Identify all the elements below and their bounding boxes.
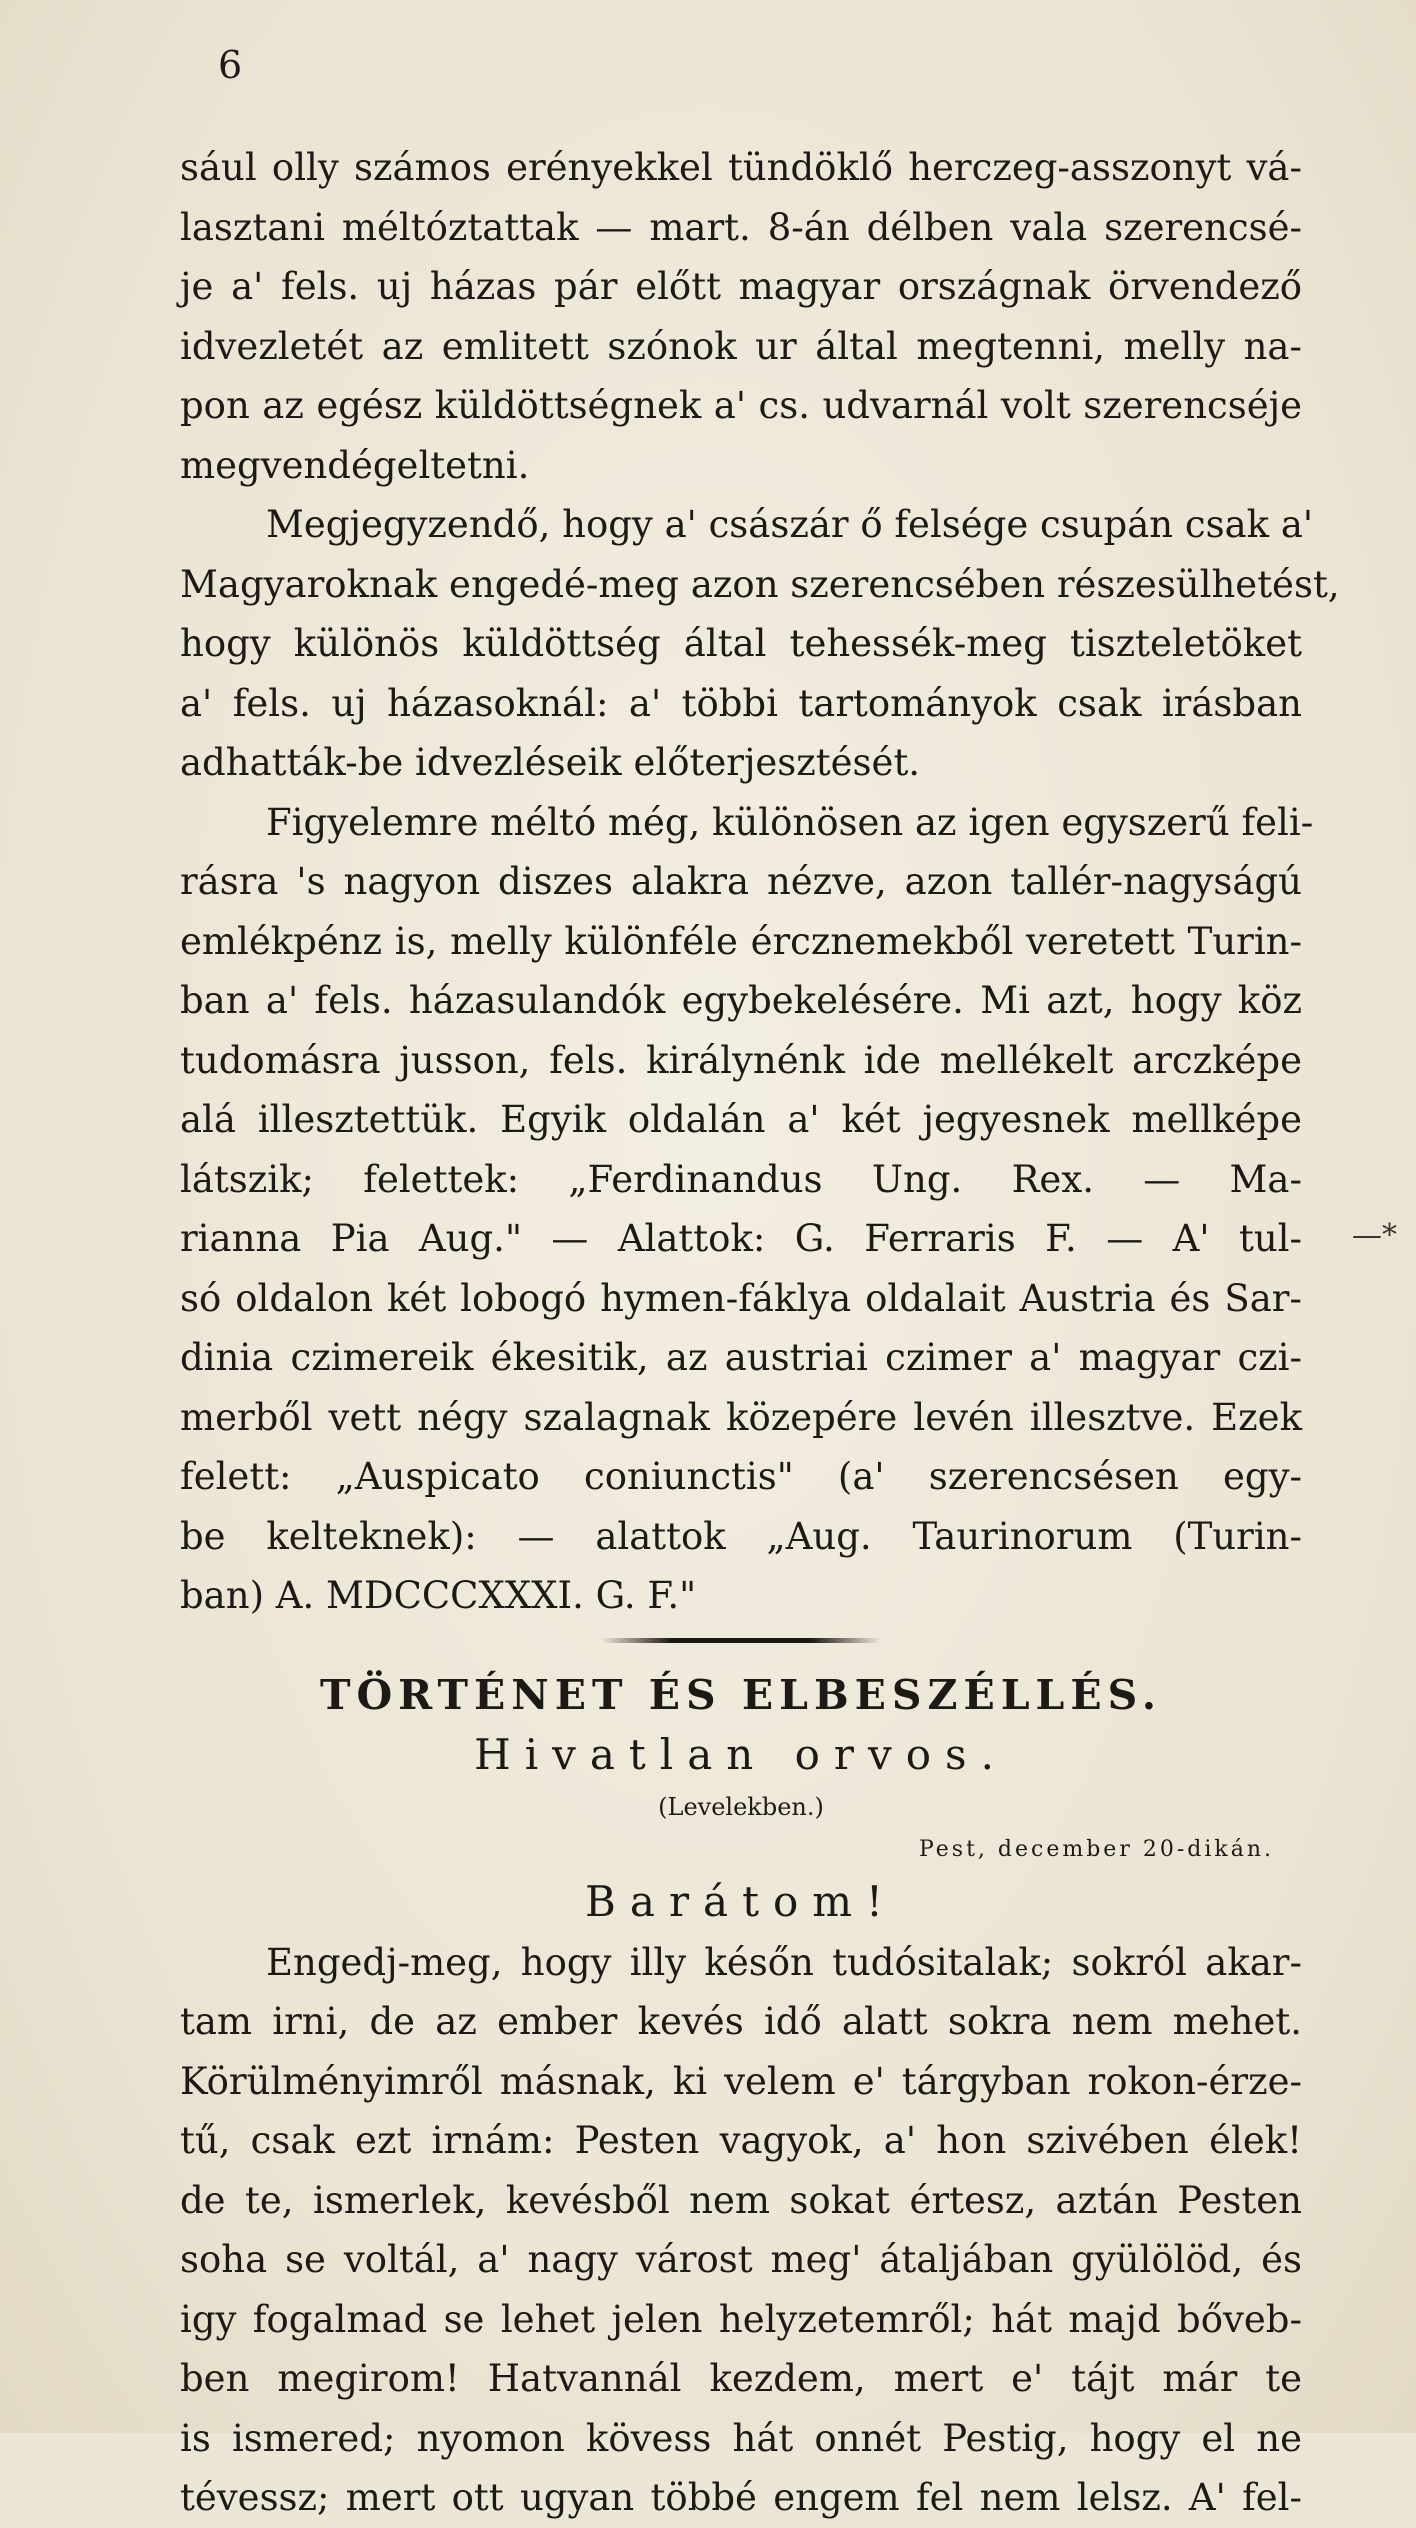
text-line: je a' fels. uj házas pár előtt magyar országnak örvendező [180, 265, 1302, 308]
text-line: alá illesztettük. Egyik oldalán a' két jegyesnek mellképe [180, 1098, 1302, 1141]
text-line: tévessz; mert ott ugyan többé engem fel nem lelsz. A' fel- [180, 2476, 1302, 2519]
text-line: idvezletét az emlitett szónok ur által megtenni, melly na- [180, 324, 1302, 368]
text-line: be kelteknek): — alattok „Aug. Taurinorum (Turin- [180, 1514, 1302, 1558]
text-line: tam irni, de az ember kevés idő alatt sokra nem mehet. [180, 2000, 1302, 2043]
text-line: merből vett négy szalagnak közepére levén illesztve. Ezek [180, 1395, 1302, 1439]
text-line: sául olly számos erényekkel tündöklő herczeg-asszonyt vá- [180, 146, 1302, 189]
text-line: ban) A. MDCCCXXXI. G. F." [180, 1574, 697, 1617]
section-divider [601, 1638, 881, 1643]
text-line: tudomásra jusson, fels. királynénk ide mellékelt arczképe [180, 1038, 1302, 1082]
text-line: Magyaroknak engedé-meg azon szerencsében részesülhetést, [180, 562, 1340, 606]
letter-salutation: Barátom! [585, 1876, 897, 1926]
text-line: de te, ismerlek, kevésből nem sokat értesz, aztán Pesten [180, 2178, 1302, 2222]
letter-body [180, 1933, 1302, 2528]
text-line: hogy különös küldöttség által tehessék-meg tiszteletöket [180, 622, 1302, 665]
text-line: rianna Pia Aug." — Alattok: G. Ferraris F. — A' tul- [180, 1217, 1302, 1260]
text-line: emlékpénz is, melly különféle ércznemekből veretett Turin- [180, 919, 1302, 963]
text-line: lasztani méltóztattak — mart. 8-án délben vala szerencsé- [180, 205, 1302, 249]
page-number: 6 [218, 43, 243, 87]
text-line: rásra 's nagyon diszes alakra nézve, azon tallér-nagyságú [180, 860, 1302, 903]
text-line: adhatták-be idvezléseik előterjesztését. [180, 741, 921, 784]
text-line: ban a' fels. házasulandók egybekelésére. Mi azt, hogy köz [180, 979, 1302, 1022]
text-line: Megjegyzendő, hogy a' császár ő felsége csupán csak a' [266, 503, 1314, 546]
paragraph-figyelemre [180, 793, 1314, 1626]
text-line: megvendégeltetni. [180, 443, 530, 487]
text-line: igy fogalmad se lehet jelen helyzetemről; hát majd bőveb- [180, 2297, 1302, 2341]
story-title: Hivatlan orvos. [474, 1729, 1008, 1779]
text-line: só oldalon két lobogó hymen-fáklya oldalait Austria és Sar- [180, 1276, 1302, 1320]
section-title: TÖRTÉNET ÉS ELBESZÉLLÉS. [319, 1670, 1163, 1719]
text-line: tű, csak ezt irnám: Pesten vagyok, a' hon szivében élek! [180, 2119, 1302, 2162]
text-line: soha se voltál, a' nagy várost meg' átaljában gyülölöd, és [180, 2238, 1302, 2281]
text-line: dinia czimereik ékesitik, az austriai czimer a' magyar czi- [180, 1336, 1302, 1379]
margin-annotation: —* [1352, 1218, 1397, 1253]
paragraph-continuation [180, 138, 1302, 495]
text-line: a' fels. uj házasoknál: a' többi tartományok csak irásban [180, 681, 1302, 725]
text-line: pon az egész küldöttségnek a' cs. udvarnál volt szerencséje [180, 384, 1302, 427]
text-line: Körülményimről másnak, ki velem e' tárgyban rokon-érze- [180, 2059, 1302, 2103]
text-line: Figyelemre méltó még, különösen az igen egyszerű feli- [266, 800, 1314, 844]
text-line: felett: „Auspicato coniunctis" (a' szerencsésen egy- [180, 1455, 1302, 1498]
letter-dateline: Pest, december 20-dikán. [918, 1836, 1274, 1862]
text-line: ben megirom! Hatvannál kezdem, mert e' tájt már te [180, 2357, 1302, 2400]
text-line: Engedj-meg, hogy illy későn tudósitalak; sokról akar- [266, 1940, 1302, 1984]
text-line: látszik; felettek: „Ferdinandus Ung. Rex. — Ma- [180, 1157, 1302, 1201]
text-line: is ismered; nyomon kövess hát onnét Pestig, hogy el ne [180, 2416, 1302, 2460]
paragraph-megjegyzendo [180, 495, 1340, 793]
text-block [180, 138, 1340, 2528]
story-subtitle: (Levelekben.) [658, 1792, 824, 1821]
